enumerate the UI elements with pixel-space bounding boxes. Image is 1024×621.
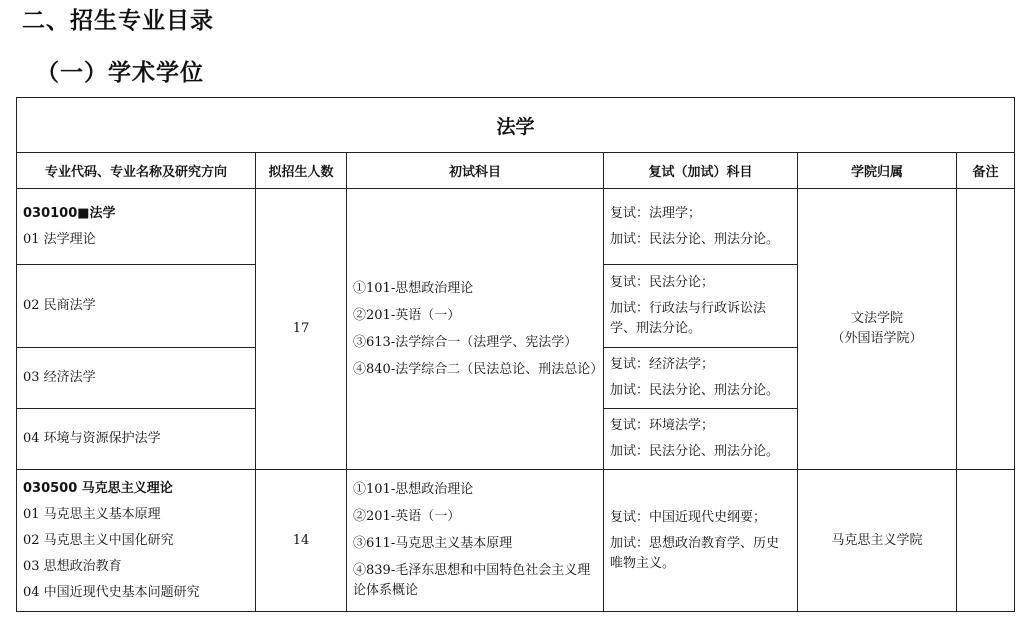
quota-cell: 14: [256, 470, 347, 612]
direction-name: 02 马克思主义中国化研究: [23, 532, 174, 548]
section-heading: 二、招生专业目录: [22, 8, 214, 34]
direction-cell: [17, 189, 256, 265]
direction-cell: [17, 265, 256, 348]
college-cell: [798, 189, 957, 470]
table-row: [17, 189, 1015, 265]
addtest-text: 加试：民法分论、刑法分论。: [610, 231, 780, 247]
direction-name: 01 马克思主义基本原理: [23, 506, 161, 522]
header-college: 学院归属: [798, 153, 957, 189]
direction-cell: [17, 409, 256, 470]
addtest-text: 加试：思想政治教育学、历史唯物主义。: [610, 535, 780, 571]
major-code: 030500 马克思主义理论: [23, 480, 173, 496]
subsection-heading: （一）学术学位: [36, 60, 204, 86]
direction-name: 04 中国近现代史基本问题研究: [23, 584, 200, 600]
retest-cell: [604, 470, 798, 612]
direction-name: 03 经济法学: [23, 370, 96, 385]
quota-cell: 17: [256, 189, 347, 470]
remark-cell: [957, 470, 1015, 612]
exam-subject: ①101-思想政治理论: [353, 280, 474, 296]
college-name: 文法学院: [850, 311, 903, 326]
header-exam: 初试科目: [347, 153, 604, 189]
retest-text: 复试：法理学；: [610, 205, 702, 221]
exam-cell: [347, 470, 604, 612]
direction-cell: [17, 470, 256, 612]
retest-text: 复试：环境法学；: [610, 418, 715, 433]
exam-subject: ③611-马克思主义基本原理: [353, 536, 513, 551]
exam-subject: ②201-英语（一）: [353, 307, 461, 323]
retest-text: 复试：民法分论；: [610, 275, 715, 290]
table-row: [17, 470, 1015, 612]
header-quota: 拟招生人数: [256, 153, 347, 189]
addtest-text: 加试：民法分论、刑法分论。: [610, 444, 780, 459]
retest-cell: [604, 265, 798, 348]
table-title: 法学: [17, 98, 1015, 153]
direction-name: 04 环境与资源保护法学: [23, 431, 161, 446]
addtest-text: 加试：行政法与行政诉讼法学、刑法分论。: [610, 301, 767, 336]
remark-cell: [957, 189, 1015, 470]
exam-cell: [347, 189, 604, 470]
header-major: 专业代码、专业名称及研究方向: [17, 153, 256, 189]
retest-cell: [604, 348, 798, 409]
college-cell: 马克思主义学院: [798, 470, 957, 612]
exam-subject: ④839-毛泽东思想和中国特色社会主义理论体系概论: [353, 563, 591, 598]
table-header-row: [17, 153, 1015, 189]
exam-subject: ③613-法学综合一（法理学、宪法学）: [353, 334, 578, 350]
direction-name: 03 思想政治教育: [23, 558, 122, 574]
exam-subject: ④840-法学综合二（民法总论、刑法总论）: [353, 361, 604, 377]
header-retest: 复试（加试）科目: [604, 153, 798, 189]
major-code: 030100■法学: [23, 205, 116, 221]
retest-cell: [604, 189, 798, 265]
header-remark: 备注: [957, 153, 1015, 189]
retest-text: 复试：中国近现代史纲要；: [610, 509, 767, 525]
direction-name: 01 法学理论: [23, 231, 96, 247]
program-catalog-table: [16, 97, 1015, 612]
retest-cell: [604, 409, 798, 470]
direction-cell: [17, 348, 256, 409]
retest-text: 复试：经济法学；: [610, 357, 715, 372]
exam-subject: ①101-思想政治理论: [353, 482, 474, 497]
direction-name: 02 民商法学: [23, 298, 96, 313]
exam-subject: ②201-英语（一）: [353, 509, 461, 524]
addtest-text: 加试：民法分论、刑法分论。: [610, 383, 780, 398]
college-subname: （外国语学院）: [831, 331, 923, 346]
